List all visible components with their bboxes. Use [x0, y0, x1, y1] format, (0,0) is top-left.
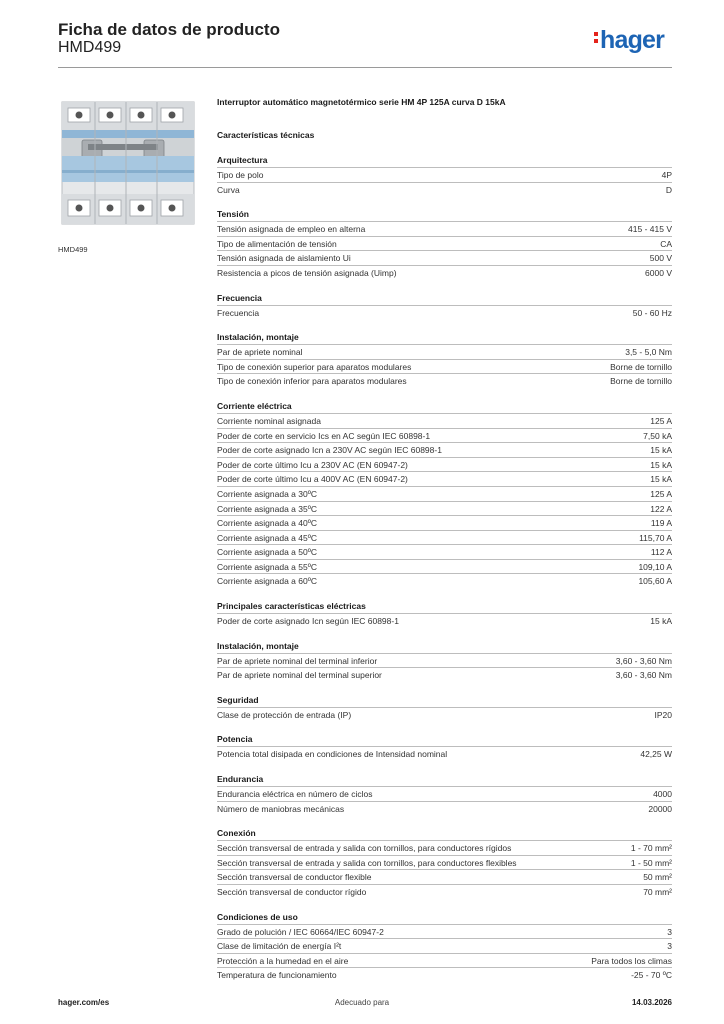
- spec-label: Tipo de conexión inferior para aparatos modulares: [217, 376, 407, 387]
- spec-label: Clase de protección de entrada (IP): [217, 709, 352, 720]
- spec-label: Poder de corte último Icu a 230V AC (EN 60947-2): [217, 459, 408, 470]
- spec-label: Potencia total disipada en condiciones de Intensidad nominal: [217, 749, 448, 760]
- spec-value: 500 V: [649, 253, 672, 264]
- spec-value: 3: [667, 926, 672, 937]
- spec-label: Corriente asignada a 60ºC: [217, 576, 317, 587]
- spec-label: Corriente asignada a 35ºC: [217, 503, 317, 514]
- spec-section: [217, 640, 672, 682]
- page-title: Ficha de datos de producto: [58, 20, 280, 39]
- spec-value: 115,70 A: [639, 532, 672, 543]
- spec-value: 3,60 - 3,60 Nm: [615, 655, 672, 666]
- spec-label: Sección transversal de entrada y salida con tornillos, para conductores rígidos: [217, 843, 512, 854]
- spec-value: IP20: [654, 709, 672, 720]
- spec-value: 3: [667, 941, 672, 952]
- spec-label: Sección transversal de entrada y salida con tornillos, para conductores flexibles: [217, 857, 517, 868]
- footer-suitable-for: Adecuado para: [334, 998, 390, 1007]
- spec-row: [217, 707, 672, 722]
- spec-row: [217, 544, 672, 559]
- spec-label: Corriente asignada a 40ºC: [217, 518, 317, 529]
- spec-row: [217, 501, 672, 516]
- spec-value: 4P: [661, 170, 672, 180]
- spec-row: [217, 344, 672, 359]
- spec-section: [217, 773, 672, 815]
- spec-value: 4000: [653, 789, 672, 800]
- spec-label: Número de maniobras mecánicas: [217, 803, 345, 814]
- spec-label: Tipo de conexión superior para aparatos modulares: [217, 361, 412, 372]
- spec-sections: [217, 154, 672, 982]
- spec-value: Borne de tornillo: [610, 376, 672, 387]
- spec-value: 119 A: [650, 518, 672, 529]
- spec-label: Sección transversal de conductor flexible: [217, 872, 372, 883]
- spec-value: 112 A: [650, 547, 672, 558]
- spec-value: 7,50 kA: [643, 430, 672, 441]
- spec-label: Tipo de alimentación de tensión: [217, 238, 337, 249]
- spec-label: Endurancia eléctrica en número de ciclos: [217, 789, 373, 800]
- spec-row: [217, 653, 672, 668]
- product-image: [58, 96, 198, 236]
- spec-label: Corriente asignada a 55ºC: [217, 561, 317, 572]
- spec-label: Protección a la humedad en el aire: [217, 955, 349, 966]
- spec-row: [217, 573, 672, 588]
- spec-label: Poder de corte en servicio Ics en AC según IEC 60898-1: [217, 430, 431, 441]
- spec-section: [217, 292, 672, 320]
- spec-value: 125 A: [650, 415, 672, 426]
- spec-label: Corriente asignada a 50ºC: [217, 547, 317, 558]
- spec-section: [217, 400, 672, 588]
- logo-dots-icon: [594, 32, 598, 46]
- spec-section: [217, 911, 672, 982]
- spec-value: 20000: [648, 803, 672, 814]
- spec-row: [217, 667, 672, 682]
- spec-label: Curva: [217, 184, 240, 195]
- spec-label: Par de apriete nominal: [217, 347, 303, 358]
- spec-row: [217, 250, 672, 265]
- spec-value: Borne de tornillo: [610, 361, 672, 372]
- spec-section: [217, 733, 672, 761]
- spec-row: [217, 967, 672, 982]
- spec-row: [217, 801, 672, 816]
- spec-row: [217, 559, 672, 574]
- section-title: Condiciones de uso: [217, 911, 298, 922]
- spec-value: -25 - 70 ºC: [631, 970, 672, 981]
- spec-value: D: [665, 184, 672, 195]
- spec-row: [217, 373, 672, 388]
- spec-row: [217, 938, 672, 953]
- spec-value: 15 kA: [650, 445, 672, 456]
- spec-section: [217, 208, 672, 279]
- spec-row: [217, 924, 672, 939]
- spec-row: [217, 840, 672, 855]
- spec-value: 15 kA: [650, 616, 672, 627]
- spec-row: [217, 869, 672, 884]
- section-title: Frecuencia: [217, 292, 262, 303]
- spec-section: [217, 154, 672, 196]
- section-title: Instalación, montaje: [217, 332, 299, 343]
- section-title: Instalación, montaje: [217, 640, 299, 651]
- section-title: Potencia: [217, 734, 253, 745]
- spec-section: [217, 694, 672, 722]
- spec-row: [217, 786, 672, 801]
- spec-label: Grado de polución / IEC 60664/IEC 60947-2: [217, 926, 384, 937]
- spec-value: 122 A: [650, 503, 672, 514]
- header-divider: [58, 67, 672, 68]
- image-caption: HMD499: [58, 245, 88, 254]
- spec-value: 50 - 60 Hz: [632, 307, 672, 318]
- spec-label: Par de apriete nominal del terminal inferior: [217, 655, 378, 666]
- spec-label: Par de apriete nominal del terminal superior: [217, 670, 382, 681]
- product-description: Interruptor automático magnetotérmico serie HM 4P 125A curva D 15kA: [217, 97, 506, 107]
- spec-row: [217, 953, 672, 968]
- section-title: Endurancia: [217, 774, 264, 785]
- spec-row: [217, 515, 672, 530]
- spec-value: 105,60 A: [638, 576, 672, 587]
- spec-row: [217, 413, 672, 428]
- hager-logo[interactable]: [594, 26, 664, 55]
- spec-label: Corriente asignada a 30ºC: [217, 488, 317, 499]
- section-title: Arquitectura: [217, 155, 268, 165]
- section-title: Seguridad: [217, 694, 259, 705]
- spec-row: [217, 613, 672, 628]
- spec-label: Clase de limitación de energía I²t: [217, 941, 342, 952]
- spec-value: 42,25 W: [640, 749, 672, 760]
- spec-value: 3,60 - 3,60 Nm: [615, 670, 672, 681]
- spec-row: [217, 359, 672, 374]
- product-code: HMD499: [58, 39, 122, 56]
- spec-value: 15 kA: [650, 474, 672, 485]
- spec-value: 50 mm²: [643, 872, 672, 883]
- spec-section: [217, 827, 672, 898]
- spec-label: Corriente asignada a 45ºC: [217, 532, 317, 543]
- spec-value: CA: [660, 238, 672, 249]
- spec-label: Tensión asignada de aislamiento Ui: [217, 253, 351, 264]
- spec-value: 415 - 415 V: [628, 224, 672, 235]
- spec-label: Temperatura de funcionamiento: [217, 970, 337, 981]
- section-title: Conexión: [217, 828, 256, 839]
- spec-value: 125 A: [650, 488, 672, 499]
- spec-row: [217, 530, 672, 545]
- spec-label: Frecuencia: [217, 307, 260, 318]
- spec-value: 1 - 50 mm²: [630, 857, 672, 868]
- spec-section: [217, 600, 672, 628]
- spec-row: [217, 457, 672, 472]
- spec-row: [217, 221, 672, 236]
- spec-content: [217, 95, 672, 982]
- logo-text: hager: [600, 26, 665, 54]
- spec-label: Poder de corte último Icu a 400V AC (EN 60947-2): [217, 474, 408, 485]
- spec-row: [217, 167, 672, 182]
- spec-value: 15 kA: [650, 459, 672, 470]
- spec-row: [217, 855, 672, 870]
- spec-value: 70 mm²: [643, 887, 672, 897]
- spec-value: 3,5 - 5,0 Nm: [625, 347, 672, 358]
- footer-website-link[interactable]: hager.com/es: [58, 998, 110, 1007]
- spec-label: Resistencia a picos de tensión asignada (Uimp): [217, 267, 397, 278]
- spec-label: Sección transversal de conductor rígido: [217, 887, 367, 897]
- spec-row: [217, 305, 672, 320]
- section-title: Principales características eléctricas: [217, 601, 366, 612]
- spec-label: Tensión asignada de empleo en alterna: [217, 224, 366, 235]
- spec-row: [217, 236, 672, 251]
- spec-label: Poder de corte asignado Icn según IEC 60898-1: [217, 616, 399, 627]
- spec-value: 6000 V: [645, 267, 672, 278]
- spec-label: Tipo de polo: [217, 170, 264, 180]
- spec-label: Poder de corte asignado Icn a 230V AC según IEC 60898-1: [217, 445, 442, 456]
- spec-value: Para todos los climas: [591, 955, 672, 966]
- spec-row: [217, 265, 672, 280]
- spec-row: [217, 746, 672, 761]
- spec-label: Corriente nominal asignada: [217, 415, 321, 426]
- section-title: Corriente eléctrica: [217, 400, 292, 411]
- spec-row: [217, 428, 672, 443]
- spec-row: [217, 471, 672, 486]
- spec-heading: Características técnicas: [217, 130, 315, 140]
- spec-row: [217, 884, 672, 899]
- spec-section: [217, 331, 672, 388]
- spec-row: [217, 486, 672, 501]
- spec-row: [217, 442, 672, 457]
- footer-date: 14.03.2026: [631, 998, 672, 1007]
- spec-value: 1 - 70 mm²: [630, 843, 672, 854]
- section-title: Tensión: [217, 209, 249, 220]
- spec-row: [217, 182, 672, 197]
- spec-value: 109,10 A: [638, 561, 672, 572]
